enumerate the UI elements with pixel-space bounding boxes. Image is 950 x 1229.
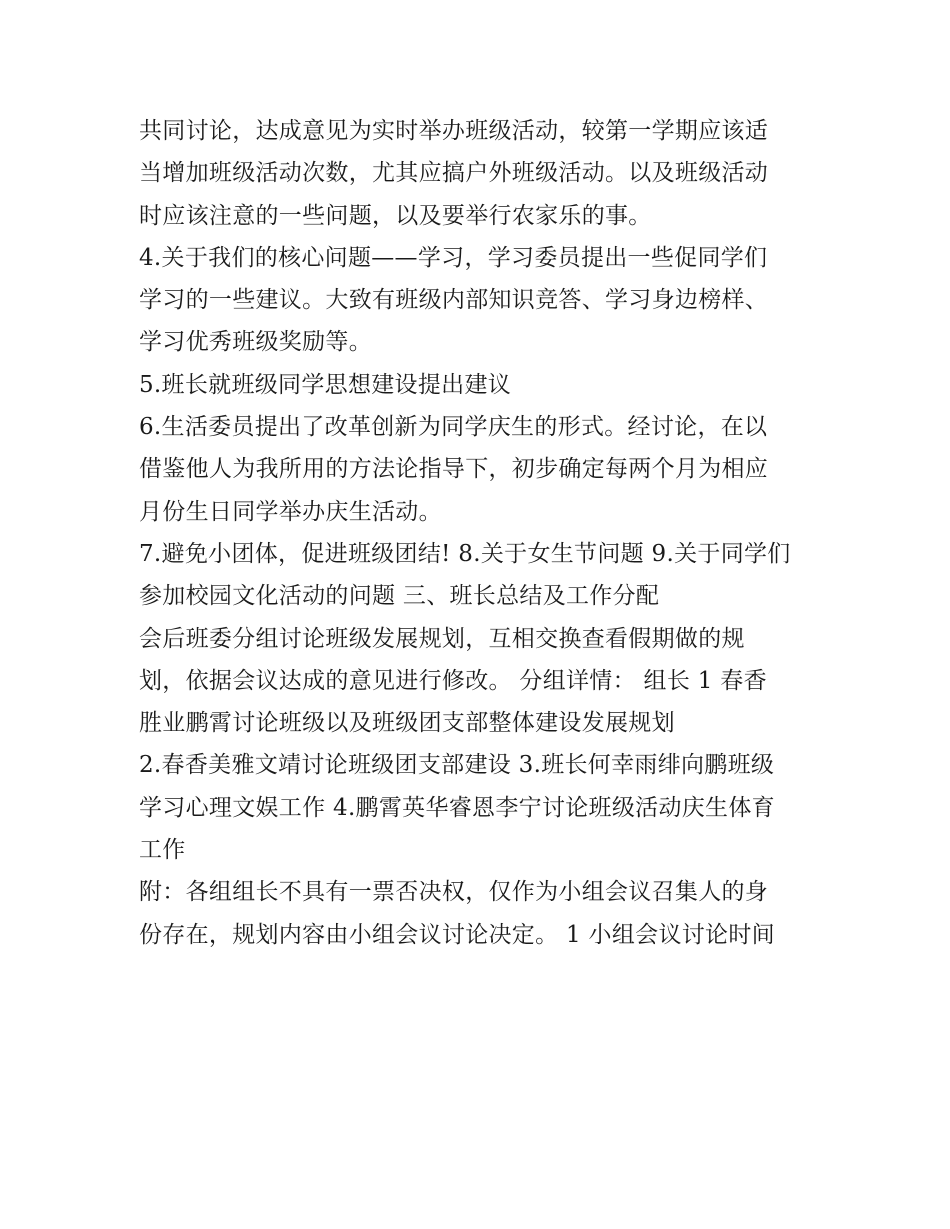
- text-line: 共同讨论，达成意见为实时举办班级活动，较第一学期应该适: [139, 118, 769, 144]
- document-body: [139, 110, 829, 956]
- text-line: 学习的一些建议。大致有班级内部知识竞答、学习身边榜样、: [139, 287, 769, 314]
- text-line: 6.生活委员提出了改革创新为同学庆生的形式。经讨论，在以: [139, 414, 768, 441]
- text-line: 7.避免小团体，促进班级团结! 8.关于女生节问题 9.关于同学们: [139, 540, 791, 567]
- text-line: 时应该注意的一些问题，以及要举行农家乐的事。: [139, 202, 652, 229]
- text-line: 当增加班级活动次数，尤其应搞户外班级活动。以及班级活动: [139, 160, 769, 187]
- text-line: 划，依据会议达成的意见进行修改。 分组详情： 组长 1 春香: [139, 667, 767, 694]
- text-line: 胜业鹏霄讨论班级以及班级团支部整体建设发展规划: [139, 710, 675, 737]
- text-line: 参加校园文化活动的问题 三、班长总结及工作分配: [139, 583, 660, 610]
- text-line: 学习心理文娱工作 4.鹏霄英华睿恩李宁讨论班级活动庆生体育: [139, 794, 775, 821]
- text-line: 会后班委分组讨论班级发展规划，互相交换查看假期做的规: [139, 625, 745, 652]
- text-line: 2.春香美雅文靖讨论班级团支部建设 3.班长何幸雨绯向鹏班级: [139, 752, 775, 779]
- text-line: 份存在，规划内容由小组会议讨论决定。 1 小组会议讨论时间: [139, 921, 775, 948]
- text-line: 学习优秀班级奖励等。: [139, 329, 372, 356]
- text-line: 4.关于我们的核心问题——学习，学习委员提出一些促同学们: [139, 244, 768, 271]
- text-line: 附：各组组长不具有一票否决权，仅作为小组会议召集人的身: [139, 879, 769, 906]
- text-line: 借鉴他人为我所用的方法论指导下，初步确定每两个月为相应: [139, 456, 769, 483]
- text-line: 工作: [139, 837, 186, 864]
- text-line: 月份生日同学举办庆生活动。: [139, 498, 442, 525]
- text-line: 5.班长就班级同学思想建设提出建议: [139, 371, 512, 398]
